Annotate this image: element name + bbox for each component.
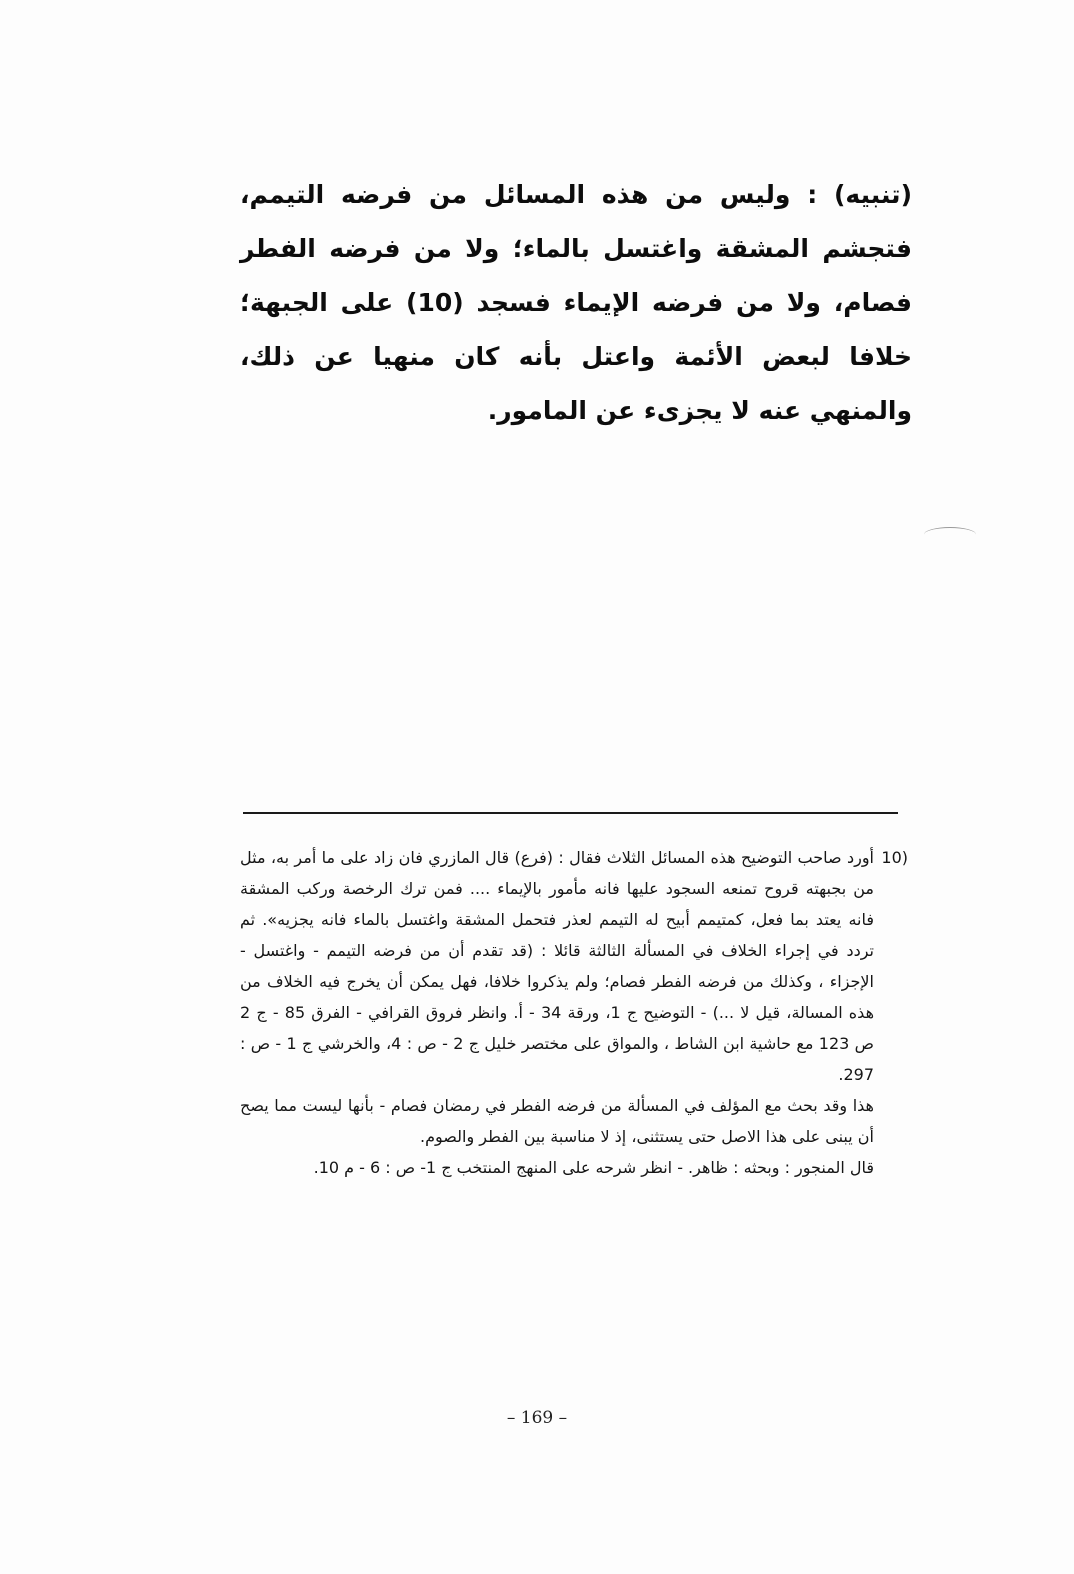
footnote-10 xyxy=(240,842,908,1090)
footnote-marker: 10) xyxy=(881,848,908,867)
page-number: – 169 – xyxy=(506,1408,568,1428)
footnotes-section xyxy=(240,842,908,1183)
footnote-separator xyxy=(243,812,898,814)
footnote-10-continuation-1: هذا وقد بحث مع المؤلف في المسألة من فرضه الفطر في رمضان فصام - بأنها ليست مما يصح أن يبنى على هذا الاصل حتى يستثنى، إذ لا مناسبة بين الفطر والصوم. xyxy=(240,1096,874,1146)
page-smudge-mark xyxy=(924,527,976,542)
footnote-10-text: أورد صاحب التوضيح هذه المسائل الثلاث فقال : (فرع) قال المازري فان زاد على ما أمر به، مثل من بجبهته قروح تمنعه السجود عليها فانه مأمور بالإيماء .... فمن ترك الرخصة وركب المشقة فانه يعتد بما فعل، كمتيمم أبيح له التيمم لعذر فتحمل المشقة واغتسل بالماء فانه يجزيه». ثم تردد في إجراء الخلاف في المسألة الثالثة قائلا : (قد تقدم أن من فرضه التيمم - واغتسل - الإجزاء ، وكذلك من فرضه الفطر فصام؛ ولم يذكروا خلافا، فهل يمكن أن يخرج فيه الخلاف من هذه المسالة، قيل لا ...) - التوضيح ج 1، ورقة 34 - أ. وانظر فروق القرافي - الفرق 85 - ج 2 ص 123 مع حاشية ابن الشاط ، والمواق على مختصر خليل ج 2 - ص : 4، والخرشي ج 1 - ص : 297. xyxy=(240,848,875,1084)
main-paragraph xyxy=(240,168,912,438)
footnote-10-continuation-2: قال المنجور : وبحثه : ظاهر. - انظر شرحه على المنهج المنتخب ج 1- ص : 6 - م 10. xyxy=(313,1158,874,1177)
main-paragraph-text: (تنبيه) : وليس من هذه المسائل من فرضه التيمم، فتجشم المشقة واغتسل بالماء؛ ولا من فرضه الفطر فصام، ولا من فرضه الإيماء فسجد (10) على الجبهة؛ خلافا لبعض الأئمة واعتل بأنه كان منهيا عن ذلك، والمنهي عنه لا يجزىء عن المامور. xyxy=(240,180,912,425)
